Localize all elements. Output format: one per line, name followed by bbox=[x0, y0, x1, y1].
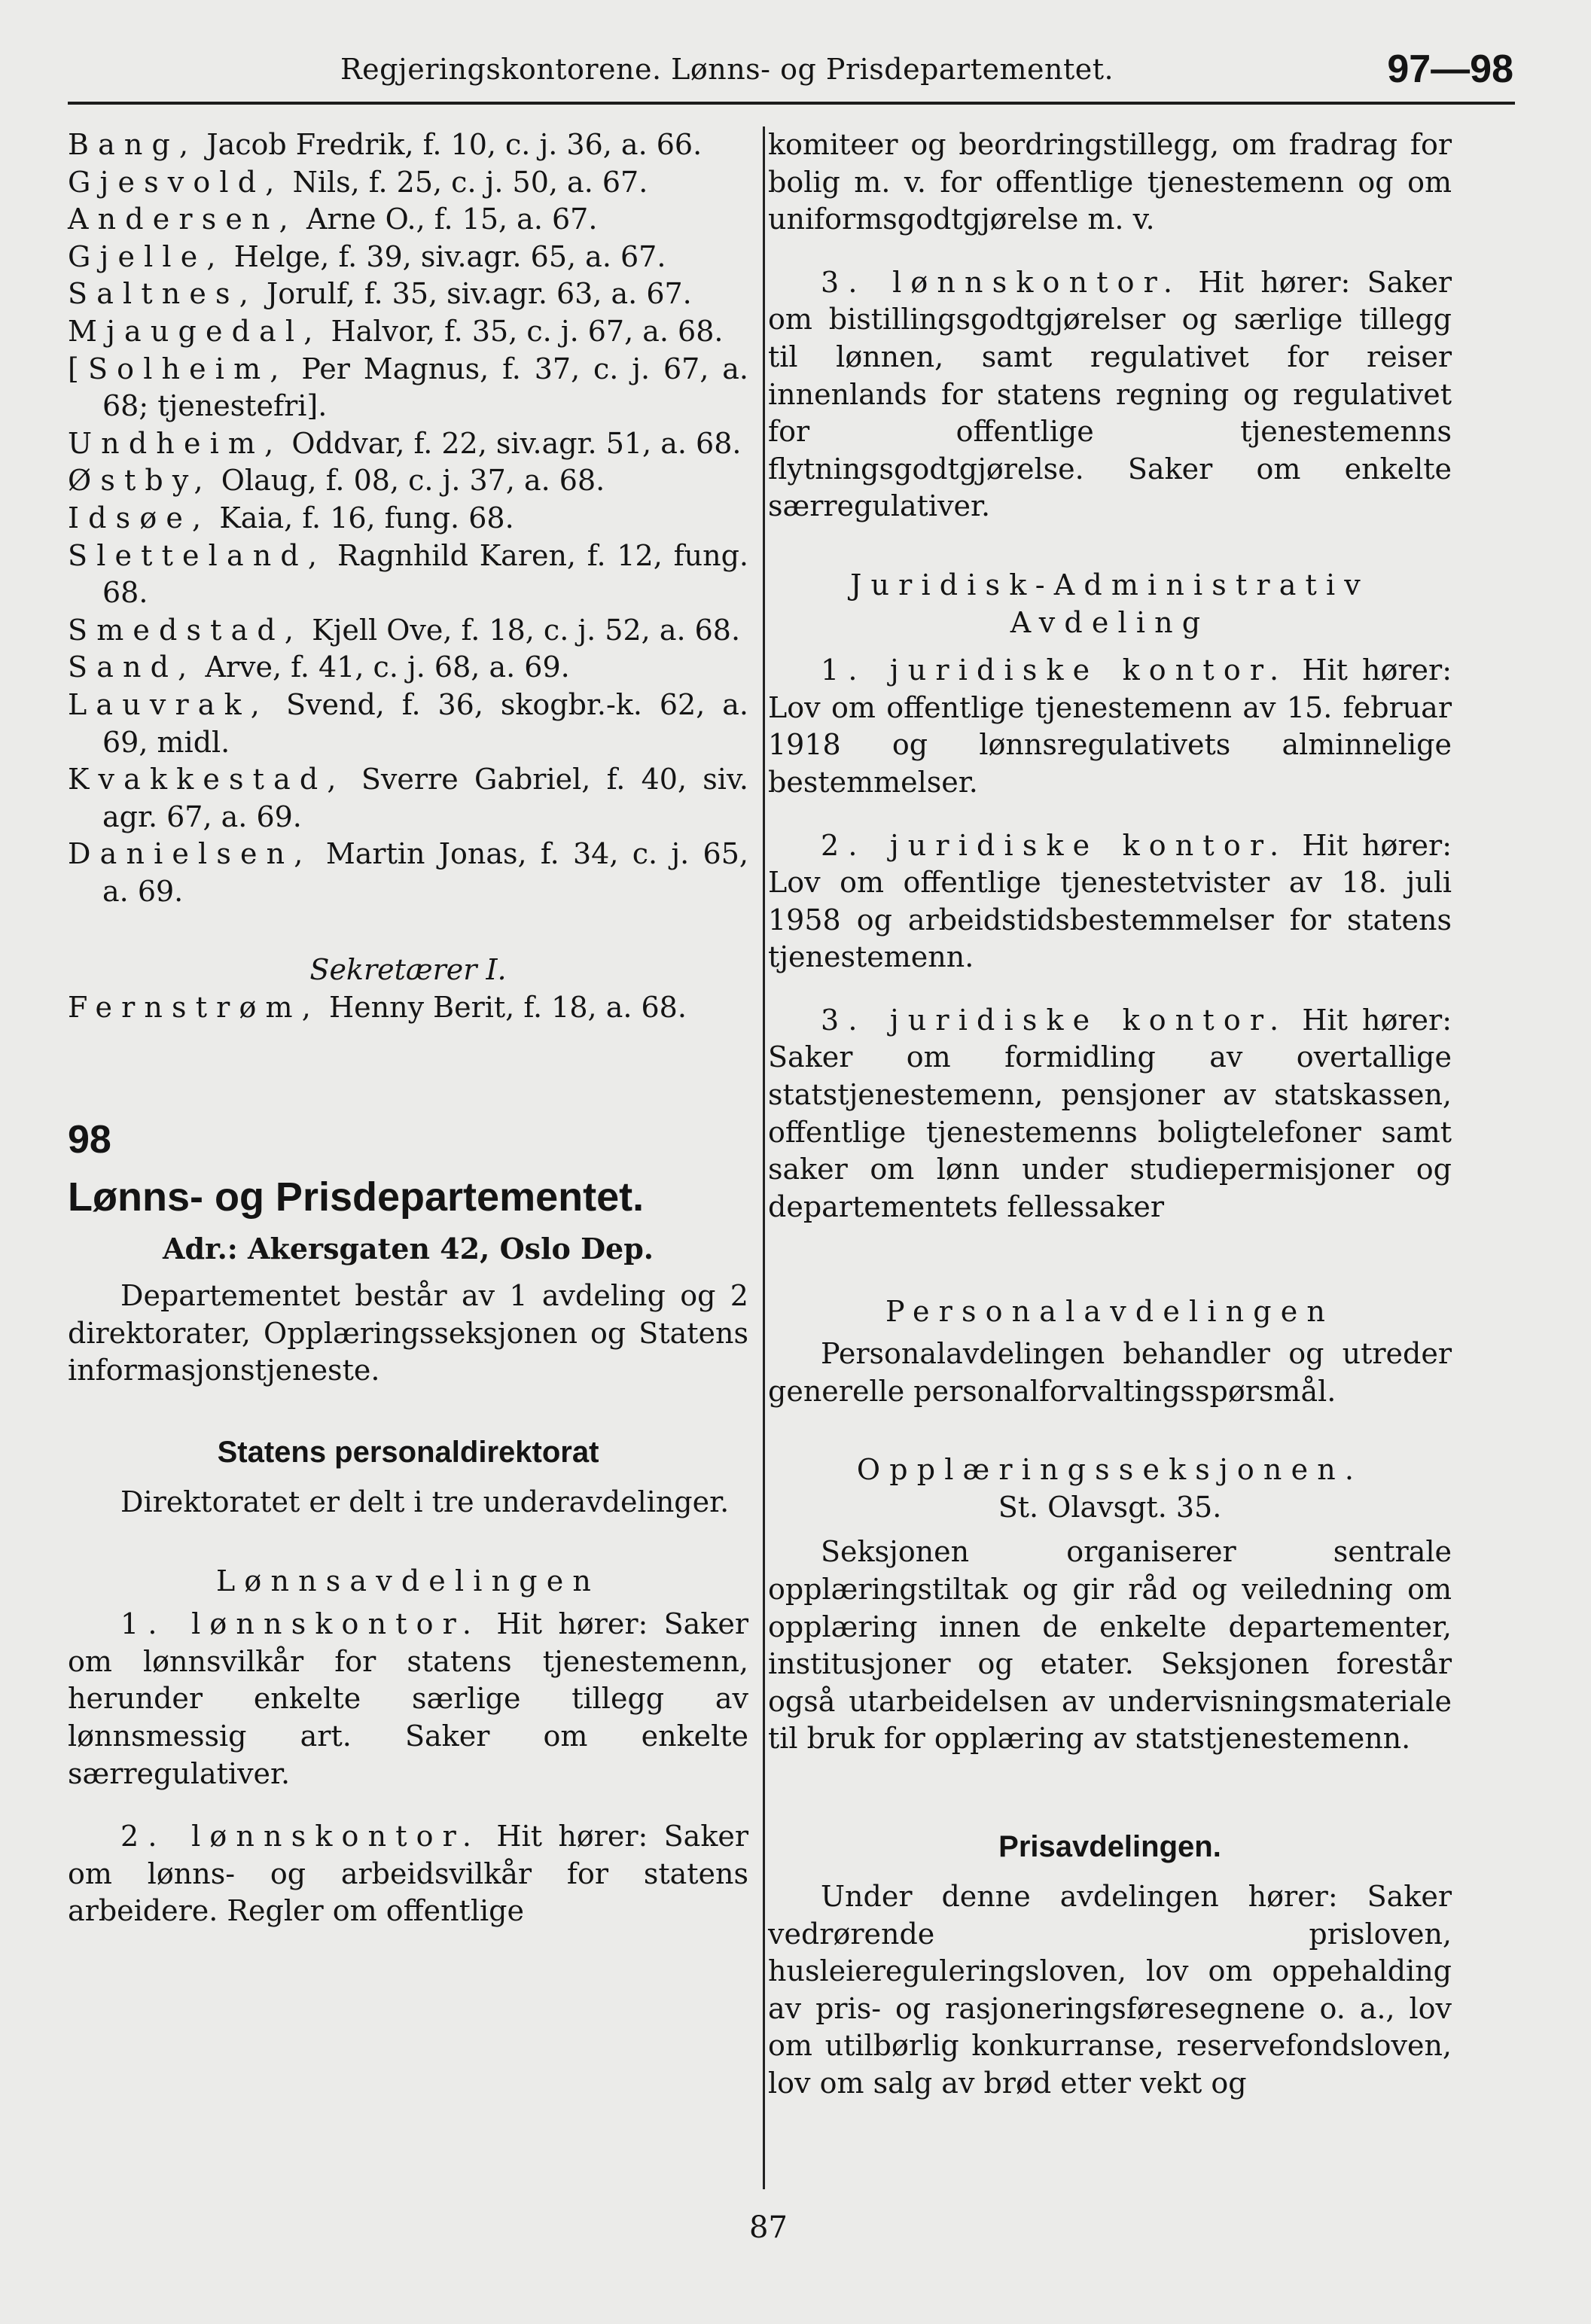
running-header-title: Regjeringskontorene. Lønns- og Prisdepartementet. bbox=[340, 53, 1114, 86]
staff-entry-name: Bang, bbox=[68, 128, 198, 161]
personalavdelingen-heading: Personalavdelingen bbox=[885, 1295, 1335, 1329]
staff-entry-details: Martin Jonas, f. 34, c. j. 65, a. 69. bbox=[102, 837, 748, 908]
juridisk-kontor-2 bbox=[768, 827, 1452, 976]
staff-entry-details: Jacob Fredrik, f. 10, c. j. 36, a. 66. bbox=[197, 128, 703, 161]
staff-entry-details: Sverre Gabriel, f. 40, siv. agr. 67, a. 69. bbox=[102, 763, 748, 833]
staff-entry-details: Kjell Ove, f. 18, c. j. 52, a. 68. bbox=[303, 613, 741, 647]
juridisk-kontor-3 bbox=[768, 1002, 1452, 1226]
staff-entry bbox=[68, 313, 748, 351]
left-column bbox=[68, 126, 748, 1930]
staff-entry-details: Helge, f. 39, siv.agr. 65, a. 67. bbox=[224, 239, 666, 273]
lonnskontor-3-label: 3. lønnskontor. bbox=[821, 265, 1182, 299]
lonnskontor-3-text: Hit hører: Saker om bistillingsgodtgjørelser og særlige tillegg til lønnen, samt regulativet for reiser innenlands for statens regning og regulativet for offentlige tjenestemenns flytningsgodtgjørelse. Saker om enkelte særregulativer. bbox=[768, 265, 1452, 523]
page-number: 87 bbox=[749, 2210, 788, 2245]
staff-entry bbox=[68, 612, 748, 650]
staff-entry bbox=[68, 462, 748, 500]
prisavdelingen-heading: Prisavdelingen. bbox=[998, 1829, 1221, 1863]
staff-entry bbox=[68, 989, 748, 1027]
header-rule bbox=[68, 102, 1515, 105]
juridisk-kontor-1-label: 1. juridiske kontor. bbox=[821, 653, 1288, 687]
staff-entry-name: Undheim, bbox=[68, 426, 283, 460]
staff-entry-name: Fernstrøm, bbox=[68, 991, 320, 1025]
staff-entry-details: Per Magnus, f. 37, c. j. 67, a. 68; tjenestefri]. bbox=[102, 352, 748, 423]
staff-entry bbox=[68, 126, 748, 164]
staff-entry-name: Smedstad, bbox=[68, 613, 303, 647]
lonnskontor-3 bbox=[768, 264, 1452, 525]
staff-list bbox=[68, 126, 748, 910]
staff-entry-name: Lauvrak, bbox=[68, 687, 270, 721]
staff-entry-name: Andersen, bbox=[68, 203, 297, 236]
juridisk-kontor-2-text: Hit hører: Lov om offentlige tjenestetvister av 18. juli 1958 og arbeidstidsbestemmelser for statens tjenestemenn. bbox=[768, 828, 1452, 974]
staff-entry-name: Saltnes, bbox=[68, 277, 258, 311]
staff-entry-name: Gjelle, bbox=[68, 239, 225, 273]
opplaeringsseksjonen-heading: Opplæringsseksjonen. bbox=[856, 1453, 1364, 1487]
juridisk-kontor-1 bbox=[768, 652, 1452, 801]
staff-entry-details: Jorulf, f. 35, siv.agr. 63, a. 67. bbox=[257, 277, 692, 311]
right-column bbox=[768, 126, 1452, 2103]
juridisk-kontor-3-label: 3. juridiske kontor. bbox=[821, 1003, 1288, 1037]
column-divider bbox=[763, 126, 765, 2189]
juridisk-kontor-3-text: Hit hører: Saker om formidling av overtallige statstjenestemenn, pensjoner av statskassen, offentlige tjenestemenns boligtelefoner samt saker om lønn under studiepermisjoner og departementets fellessaker bbox=[768, 1003, 1452, 1223]
prisavdelingen-text: Under denne avdelingen hører: Saker vedrørende prisloven, husleiereguleringsloven, lov om oppehalding av pris- og rasjoneringsføresegnene o. a., lov om utilbørlig konkurranse, reservefondsloven, lov om salg av brød etter vekt og bbox=[768, 1879, 1452, 2100]
department-number: 98 bbox=[68, 1117, 111, 1162]
juridisk-kontor-2-label: 2. juridiske kontor. bbox=[821, 828, 1288, 862]
lonnskontor-1-label: 1. lønnskontor. bbox=[120, 1607, 481, 1641]
staff-entry bbox=[68, 239, 748, 276]
directorate-title: Statens personaldirektorat bbox=[217, 1436, 599, 1470]
staff-entry bbox=[68, 687, 748, 761]
lonnskontor-2-text: Hit hører: Saker om lønns- og arbeidsvilkår for statens arbeidere. Regler om offentlige bbox=[68, 1820, 749, 1928]
staff-entry-name: Kvakkestad, bbox=[68, 763, 346, 796]
staff-entry bbox=[68, 425, 748, 463]
opplaeringsseksjonen-text: Seksjonen organiserer sentrale opplæringstiltak og gir råd og veiledning om opplæring innen de enkelte departementer, institusjoner og etater. Seksjonen forestår også utarbeidelsen av undervisningsmateriale til bruk for opplæring av statstjenestemenn. bbox=[768, 1535, 1452, 1756]
lonnskontor-1-text: Hit hører: Saker om lønnsvilkår for statens tjenestemenn, herunder enkelte særlige tillegg av lønnsmessig art. Saker om enkelte særregulativer. bbox=[68, 1607, 749, 1790]
staff-entry bbox=[68, 836, 748, 910]
staff-entry-details: Halvor, f. 35, c. j. 67, a. 68. bbox=[322, 314, 724, 348]
staff-entry-name: Sand, bbox=[68, 650, 197, 684]
running-header-page-range: 97—98 bbox=[1387, 47, 1513, 91]
lonnskontor-2 bbox=[68, 1818, 748, 1930]
staff-entry-details: Arne O., f. 15, a. 67. bbox=[297, 203, 598, 236]
staff-entry bbox=[68, 276, 748, 313]
directorate-text: Direktoratet er delt i tre underavdelinger. bbox=[120, 1485, 730, 1519]
staff-entry-name: Idsøe, bbox=[68, 501, 211, 535]
staff-entry-name: Danielsen, bbox=[68, 837, 312, 871]
staff-entry bbox=[68, 351, 748, 425]
staff-entry-details: Olaug, f. 08, c. j. 37, a. 68. bbox=[212, 464, 605, 498]
running-header bbox=[68, 47, 1513, 101]
personalavdelingen-text: Personalavdelingen behandler og utreder generelle personalforvaltingsspørsmål. bbox=[768, 1337, 1452, 1408]
staff-entry-details: Oddvar, f. 22, siv.agr. 51, a. 68. bbox=[282, 426, 742, 460]
staff-entry-name: [Solheim, bbox=[68, 352, 288, 385]
staff-entry bbox=[68, 538, 748, 612]
lonnskontor-2-label: 2. lønnskontor. bbox=[120, 1820, 481, 1853]
staff-entry-name: Mjaugedal, bbox=[68, 314, 322, 348]
staff-entry-name: Østby, bbox=[68, 464, 212, 498]
opplaeringsseksjonen-address: St. Olavsgt. 35. bbox=[998, 1490, 1222, 1524]
continued-text: komiteer og beordringstillegg, om fradrag for bolig m. v. for offentlige tjenestemenn og om uniformsgodtgjørelse m. v. bbox=[768, 128, 1452, 236]
staff-entry-details: Kaia, f. 16, fung. 68. bbox=[210, 501, 514, 535]
staff-entry-name: Sletteland, bbox=[68, 538, 327, 572]
staff-entry-details: Nils, f. 25, c. j. 50, a. 67. bbox=[283, 165, 648, 199]
staff-entry-details: Ragnhild Karen, f. 12, fung. 68. bbox=[102, 538, 748, 610]
department-title: Lønns- og Prisdepartementet. bbox=[68, 1174, 645, 1220]
secretaries-list bbox=[68, 989, 748, 1027]
lonnsavdelingen-heading: Lønnsavdelingen bbox=[216, 1564, 600, 1598]
staff-entry bbox=[68, 201, 748, 239]
staff-entry-details: Henny Berit, f. 18, a. 68. bbox=[319, 991, 687, 1025]
staff-entry-name: Gjesvold, bbox=[68, 165, 284, 199]
staff-entry-details: Arve, f. 41, c. j. 68, a. 69. bbox=[196, 650, 570, 684]
department-address: Adr.: Akersgaten 42, Oslo Dep. bbox=[162, 1231, 654, 1266]
department-intro: Departementet består av 1 avdeling og 2 direktorater, Opplæringsseksjonen og Statens informasjonstjeneste. bbox=[68, 1279, 748, 1387]
juridisk-heading-line-1: Juridisk-Administrativ bbox=[850, 568, 1370, 602]
staff-entry-details: Svend, f. 36, skogbr.-k. 62, a. 69, midl. bbox=[102, 687, 748, 759]
staff-entry bbox=[68, 761, 748, 836]
lonnskontor-1 bbox=[68, 1606, 748, 1792]
juridisk-heading-line-2: Avdeling bbox=[1010, 605, 1210, 639]
staff-entry bbox=[68, 500, 748, 538]
staff-entry bbox=[68, 164, 748, 202]
secretaries-heading: Sekretærer I. bbox=[309, 953, 507, 987]
staff-entry bbox=[68, 649, 748, 687]
juridisk-kontor-1-text: Hit hører: Lov om offentlige tjenestemenn av 15. februar 1918 og lønnsregulativets alminnelige bestemmelser. bbox=[768, 653, 1452, 799]
